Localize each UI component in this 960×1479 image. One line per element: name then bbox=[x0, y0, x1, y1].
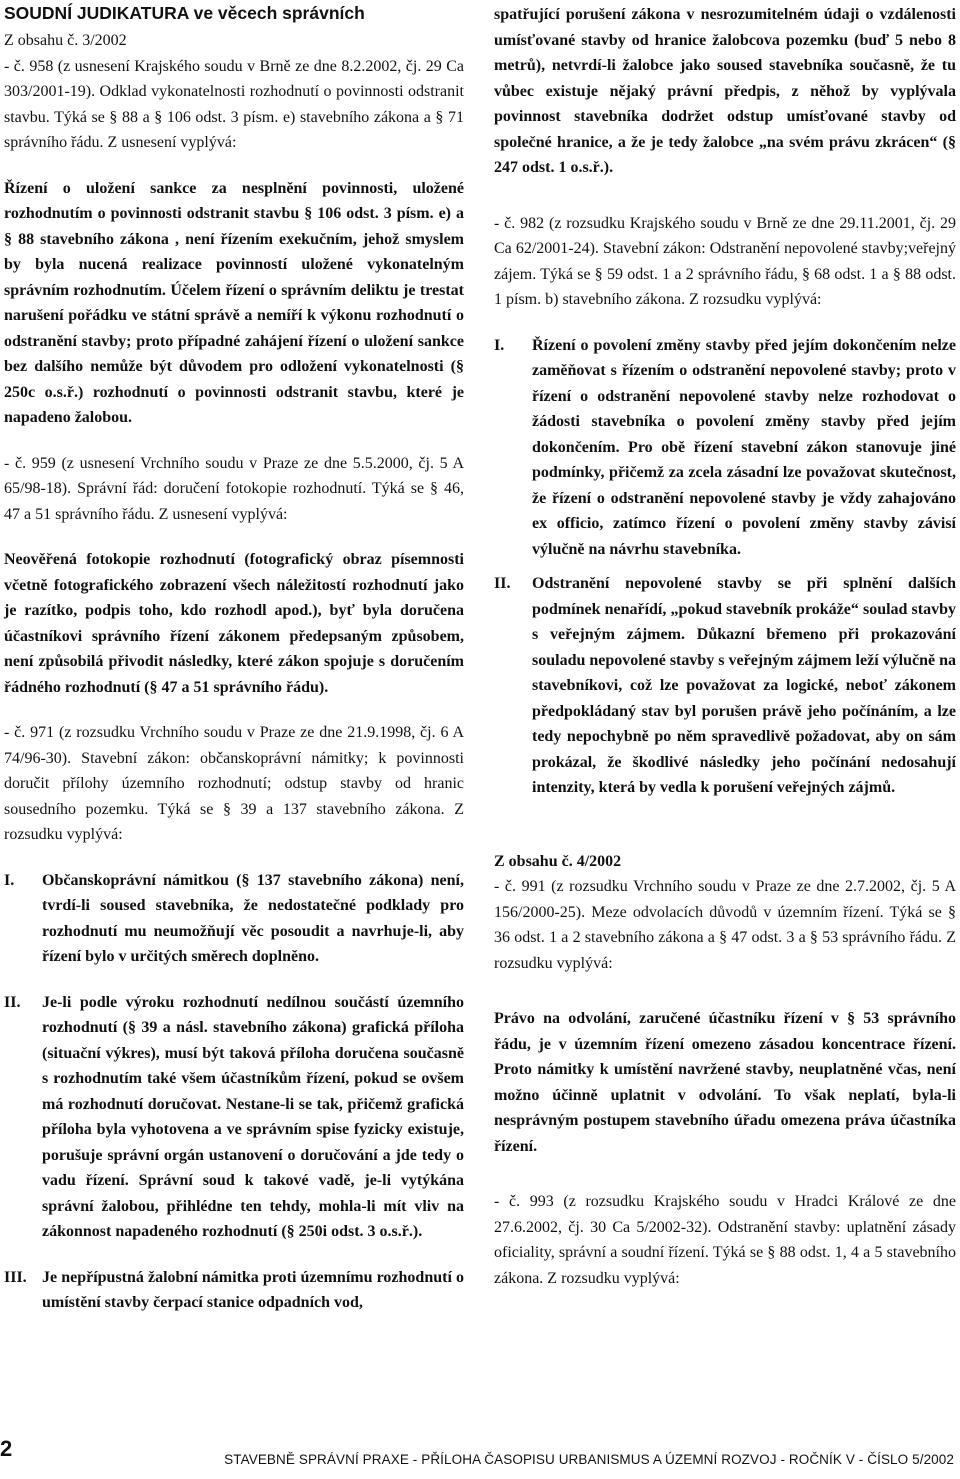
item-text: Odstranění nepovolené stavby se při splnění dalších podmínek nenařídí, „pokud stavebník prokáže“ soulad stavby s veřejným zájmem. Důkazní břemeno při prokazování souladu nepovolené stavby s veřejným zájmem leží výlučně na stavebníkovi, což lze považovat za logické, neboť zákonem předpokládaný stav byl porušen právě jeho počínáním, a lze tedy nepochybně po něm spravedlivě požadovat, aby on sám prokázal, že škodlivé následky jeho počínání nedosahují intenzity, která by vedla k porušení veřejných zájmů. bbox=[532, 575, 956, 796]
decision-971-intro: - č. 971 (z rozsudku Vrchního soudu v Praze ze dne 21.9.1998, čj. 6 A 74/96-30). Stavební zákon: občanskoprávní námitky; k povinnosti doručit přílohy územního rozhodnutí; odstup stavby od hranic sousedního pozemku. Týká se § 39 a 137 stavebního zákona. Z rozsudku vyplývá: bbox=[4, 724, 464, 843]
decision-993-intro: - č. 993 (z rozsudku Krajského soudu v Hradci Králové ze dne 27.6.2002, čj. 30 Ca 5/2002-32). Odstranění stavby: uplatnění zásady oficiality, správní a soudní řízení. Týká se § 88 odst. 1, 4 a 5 stavebního zákona. Z rozsudku vyplývá: bbox=[494, 1193, 956, 1287]
right-column bbox=[494, 0, 956, 1291]
decision-958-intro: - č. 958 (z usnesení Krajského soudu v Brně ze dne 8.2.2002, čj. 29 Ca 303/2001-19). Odklad vykonatelnosti rozhodnutí o povinnosti odstranit stavbu. Týká se § 88 a § 106 odst. 3 písm. e) stavebního zákona a § 71 správního řádu. Z usnesení vyplývá: bbox=[4, 57, 464, 151]
decision-991-text: Právo na odvolání, zaručené účastníku řízení v § 53 správního řádu, je v územním řízení omezeno zásadou koncentrace řízení. Proto námitky k umístění navržené stavby, neuplatněné včas, není možno účinně uplatnit v odvolání. To však neplatí, byla-li nesprávným postupem stavebního úřadu omezena práva účastníka řízení. bbox=[494, 1010, 956, 1155]
item-number: II. bbox=[494, 575, 511, 592]
item-text: Je nepřípustná žalobní námitka proti územnímu rozhodnutí o umístění stavby čerpací stanice odpadních vod, bbox=[42, 1268, 464, 1311]
issue-label: Z obsahu č. 4/2002 bbox=[494, 852, 622, 870]
item-number: I. bbox=[4, 871, 15, 889]
page-number: 2 bbox=[0, 1436, 13, 1461]
list-item bbox=[4, 990, 464, 1245]
decision-982-intro: - č. 982 (z rozsudku Krajského soudu v Brně ze dne 29.11.2001, čj. 29 Ca 62/2001-24). Stavební zákon: Odstranění nepovolené stavby;veřejný zájem. Týká se § 59 odst. 1 a 2 správního řádu, § 68 odst. 1 a § 88 odst. 1 písm. b) stavebního zákona. Z rozsudku vyplývá: bbox=[494, 214, 956, 308]
list-item bbox=[494, 571, 956, 801]
item-text: Řízení o povolení změny stavby před jejím dokončením nelze zaměňovat s řízením o odstranění nepovolené stavby; proto v řízení o odstranění nepovolené stavby nelze rozhodovat o žádosti stavebníka o povolení změny stavby před jejím dokončením. Pro obě řízení stavební zákon stanovuje jiné podmínky, přičemž za zcela zásadní lze považovat skutečnost, že řízení o odstranění nepovolené stavby je vždy zahajováno ex officio, zatímco řízení o povolení změny stavby závisí výlučně na návrhu stavebníka. bbox=[532, 336, 956, 558]
decision-971-continuation: spatřující porušení zákona v nesrozumitelném údaji o vzdálenosti umísťované stavby od hranice žalobcova pozemku (buď 5 nebo 8 metrů), netvrdí-li žalobce jako soused stavebníka současně, že tu vůbec existuje nějaký právní předpis, z něhož by vyplývala povinnost stavebníka dodržet odstup umísťované stavby od společné hranice, a že je tedy žalobce „na svém právu zkrácen“ (§ 247 odst. 1 o.s.ř.). bbox=[494, 6, 956, 176]
issue-label: Z obsahu č. 3/2002 bbox=[4, 32, 127, 49]
item-number: I. bbox=[494, 336, 505, 354]
decision-959-intro: - č. 959 (z usnesení Vrchního soudu v Praze ze dne 5.5.2000, čj. 5 A 65/98-18). Správní řád: doručení fotokopie rozhodnutí. Týká se § 46, 47 a 51 správního řádu. Z usnesení vyplývá: bbox=[4, 454, 464, 523]
section-heading: SOUDNÍ JUDIKATURA ve věcech správních bbox=[4, 3, 365, 23]
item-text: Občanskoprávní námitkou (§ 137 stavebního zákona) není, tvrdí-li soused stavebníka, že nedostatečné podklady pro rozhodnutí mu neumožňují věc posoudit a navrhuje-li, aby řízení bylo v určitých směrech doplněno. bbox=[42, 871, 464, 965]
left-column bbox=[4, 0, 464, 1316]
item-number: II. bbox=[4, 993, 21, 1011]
list-item bbox=[4, 1265, 464, 1316]
list-item bbox=[4, 868, 464, 970]
page-footer: STAVEBNĚ SPRÁVNÍ PRAXE - PŘÍLOHA ČASOPISU URBANISMUS A ÚZEMNÍ ROZVOJ - ROČNÍK V - ČÍSLO 5/2002 bbox=[224, 1452, 954, 1467]
list-item bbox=[494, 333, 956, 563]
decision-991-intro: - č. 991 (z rozsudku Vrchního soudu v Praze ze dne 2.7.2002, čj. 5 A 156/2000-25). Meze odvolacích důvodů v územním řízení. Týká se § 36 odst. 1 a 2 stavebního zákona a § 47 odst. 3 a § 53 správního řádu. Z rozsudku vyplývá: bbox=[494, 878, 956, 972]
decision-958-text: Řízení o uložení sankce za nesplnění povinnosti, uložené rozhodnutím o povinnosti odstranit stavbu § 106 odst. 3 písm. e) a § 88 stavebního zákona , není řízením exekučním, jehož smyslem by byla nucená realizace povinností uložené vykonatelným správním rozhodnutím. Účelem řízení o správním deliktu je trestat narušení pořádku ve státní správě a nemíří k výkonu rozhodnutí o odstranění stavby; proto případné zahájení řízení o uložení sankce bez dalšího nemůže být důvodem pro odložení vykonatelnosti (§ 250c o.s.ř.) rozhodnutí o povinnosti odstranit stavbu, které je napadeno žalobou. bbox=[4, 179, 464, 426]
item-number: III. bbox=[4, 1268, 27, 1286]
item-text: Je-li podle výroku rozhodnutí nedílnou součástí územního rozhodnutí (§ 39 a násl. stavebního zákona) grafická příloha (situační výkres), musí být taková příloha doručena současně s rozhodnutím také všem účastníkům řízení, pokud se ovšem má rozhodnutí doručovat. Nestane-li se tak, přičemž grafická příloha byla vyhotovena a ve správním spise fyzicky existuje, porušuje správní orgán ustanovení o doručování a jde tedy o vadu řízení. Správní soud k takové vadě, je-li vytýkána správní žalobou, přihlédne ten tehdy, mohla-li mít vliv na zákonnost napadeného rozhodnutí (§ 250i odst. 3 o.s.ř.). bbox=[42, 993, 464, 1240]
decision-959-text: Neověřená fotokopie rozhodnutí (fotografický obraz písemnosti včetně fotografického zobrazení všech náležitostí rozhodnutí jako je razítko, podpis toho, kdo rozhodl apod.), byť byla doručena účastníkovi správního řízení zákonem předepsaným způsobem, není způsobilá přivodit následky, které zákon spojuje s doručením řádného rozhodnutí (§ 47 a 51 správního řádu). bbox=[4, 551, 464, 696]
